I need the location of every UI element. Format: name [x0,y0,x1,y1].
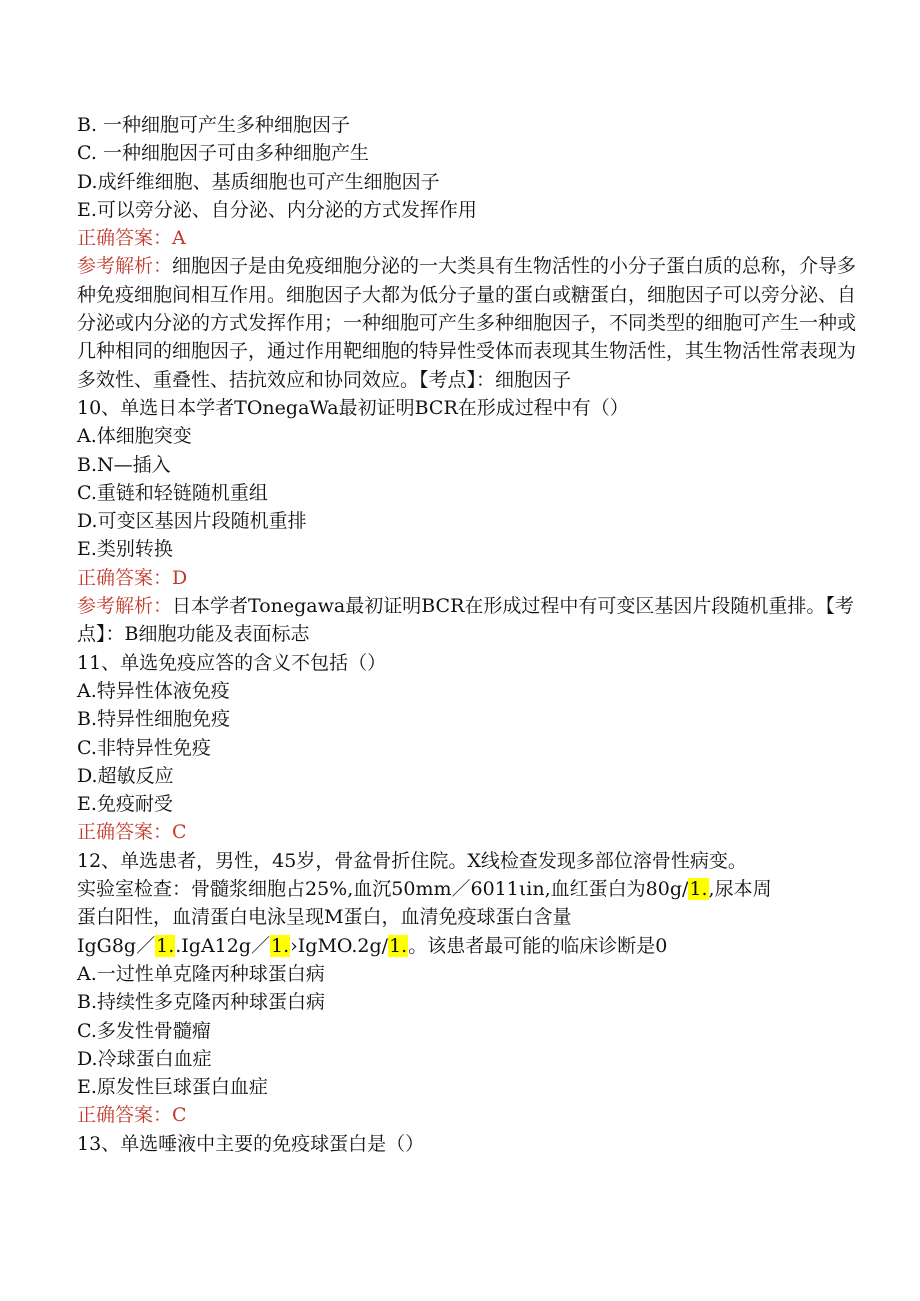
q12-option-e: E.原发性巨球蛋白血症 [77,1076,268,1099]
q10-option-d: D.可变区基因片段随机重排 [77,510,307,533]
q12-option-b: B.持续性多克隆丙种球蛋白病 [77,991,326,1014]
q12-line2-tail: ,尿本周 [708,878,772,901]
q12-option-d: D.冷球蛋白血症 [77,1047,212,1070]
q9-analysis [77,252,867,393]
q11-option-a: A.特异性体液免疫 [77,679,230,702]
q11-option-c: C.非特异性免疫 [77,736,211,759]
q9-option-c: C. 一种细胞因子可由多种细胞产生 [77,142,369,165]
q11-option-b: B.特异性细胞免疫 [77,708,231,731]
q12-question-line3: 蛋白阳性，血清蛋白电泳呈现M蛋白，血清免疫球蛋白含量 [77,906,572,929]
q12-line4-igg: IgG8g／ [77,934,156,957]
q10-question: 10、单选日本学者TOnegaWa最初证明BCR在形成过程中有（） [77,396,629,419]
q9-analysis-label: 参考解析： [77,255,173,278]
q11-option-d: D.超敏反应 [77,764,174,787]
q12-question-line1: 12、单选患者，男性，45岁，骨盆骨折住院。X线检查发现多部位溶骨性病变。 [77,849,747,872]
highlight-mark: 1. [156,934,175,957]
q9-option-b: B. 一种细胞可产生多种细胞因子 [77,114,351,136]
q9-option-d: D.成纤维细胞、基质细胞也可产生细胞因子 [77,170,440,193]
q10-analysis-text: 日本学者Tonegawa最初证明BCR在形成过程中有可变区基因片段随机重排。【考点】：B细胞功能及表面标志 [77,595,854,646]
q9-correct-answer: 正确答案：A [77,227,186,250]
q12-option-c: C.多发性骨髓瘤 [77,1019,211,1042]
q10-correct-answer: 正确答案：D [77,566,188,589]
q10-option-e: E.类别转换 [77,538,173,561]
q10-option-a: A.体细胞突变 [77,425,192,448]
q11-option-e: E.免疫耐受 [77,793,173,816]
highlight-mark: 1. [271,934,290,957]
q11-question: 11、单选免疫应答的含义不包括（） [77,651,387,674]
page-content [77,111,867,1158]
q13-question: 13、单选唾液中主要的免疫球蛋白是（） [77,1132,425,1155]
q10-option-b: B.N—插入 [77,453,171,476]
q12-line4-tail: 。该患者最可能的临床诊断是0 [408,934,668,957]
q9-option-e: E.可以旁分泌、自分泌、内分泌的方式发挥作用 [77,198,477,221]
q10-analysis [77,592,867,649]
q12-question-line2 [77,875,867,903]
q11-correct-answer: 正确答案：C [77,821,187,844]
q9-analysis-text: 细胞因子是由免疫细胞分泌的一大类具有生物活性的小分子蛋白质的总称，介导多种免疫细胞间相互作用。细胞因子大都为低分子量的蛋白或糖蛋白，细胞因子可以旁分泌、自分泌或内分泌的方式发挥作用；一种细胞可产生多种细胞因子，不同类型的细胞可产生一种或几种相同的细胞因子，通过作用靶细胞的特异性受体而表现其生物活性，其生物活性常表现为多效性、重叠性、拮抗效应和协同效应。【考点】：细胞因子 [77,255,857,391]
q12-question-line4 [77,932,867,960]
highlight-mark: 1. [389,934,408,957]
q12-option-a: A.一过性单克隆丙种球蛋白病 [77,962,325,985]
q10-option-c: C.重链和轻链随机重组 [77,481,268,504]
q12-line4-igm: ›IgMO.2g/ [290,934,389,957]
q10-analysis-label: 参考解析： [77,595,173,618]
q12-correct-answer: 正确答案：C [77,1104,187,1127]
q12-line2-text: 实验室检查：骨髓浆细胞占25%,血沉50mm／6011ιin,血红蛋白为80g/ [77,878,689,901]
q12-line4-iga: .IgA12g／ [175,934,271,957]
highlight-mark: 1. [689,878,708,901]
